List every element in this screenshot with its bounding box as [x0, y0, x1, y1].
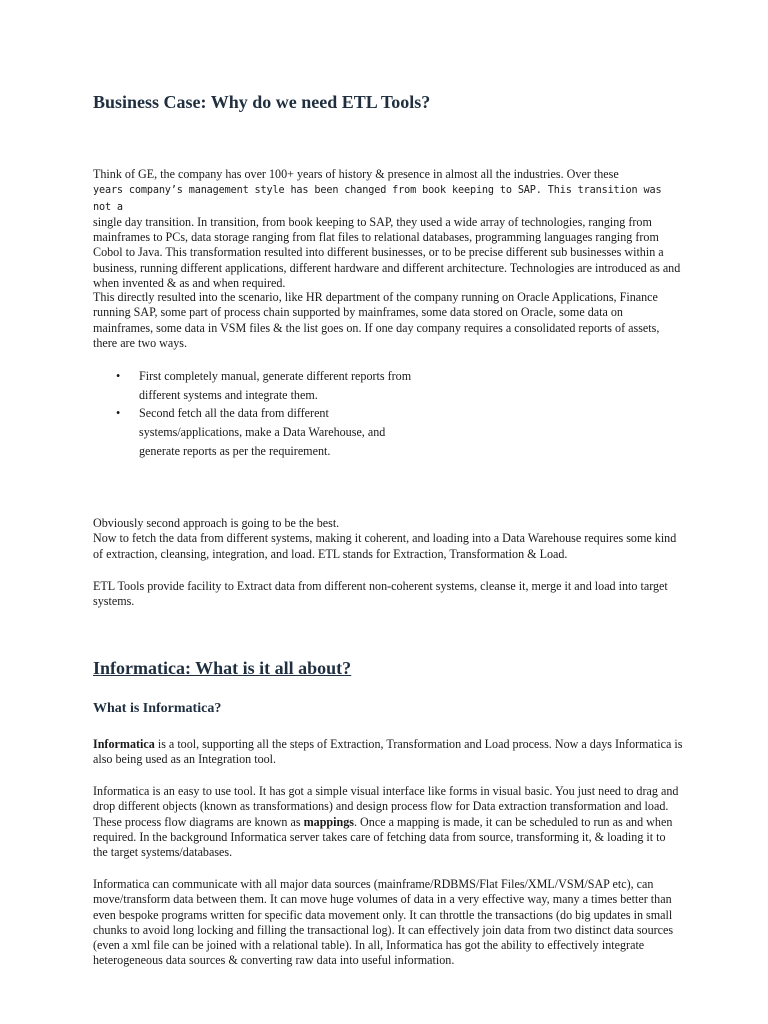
paragraph-informatica-intro-text: is a tool, supporting all the steps of Extraction, Transformation and Load process. Now a days Informatica is also being used as an Integration tool. — [93, 737, 683, 767]
approach-list — [93, 367, 413, 461]
heading-business-case: Business Case: Why do we need ETL Tools? — [93, 92, 431, 112]
paragraph-informatica-intro — [93, 737, 683, 768]
paragraph-informatica-easy-before: Informatica is an easy to use tool. It has got a simple visual interface like forms in visual basic. You just need to drag and drop different objects (known as transformations) and design process flow for Data extraction transformation and load. These process flow diagrams are known as — [93, 784, 679, 829]
paragraph-informatica-communicate: Informatica can communicate with all major data sources (mainframe/RDBMS/Flat Files/XML/VSM/SAP etc), can move/transform data between them. It can move huge volumes of data in a very effective way, many a times better than even bespoke programs written for specific data movement only. It can throttle the transactions (do big updates in small chunks to avoid long locking and filling the transactional log). It can effectively join data from two distinct data sources (even a xml file can be joined with a relational table). In all, Informatica has got the ability to effectively integrate heterogeneous data sources & converting raw data into useful information. — [93, 877, 674, 968]
paragraph-second-approach-line-2: Now to fetch the data from different systems, making it coherent, and loading into a Data Warehouse requires some kind of extraction, cleansing, integration, and load. ETL stands for Extraction, Transformation & Load. — [93, 531, 677, 561]
paragraph-second-approach — [93, 516, 683, 562]
paragraph-informatica-easy — [93, 784, 683, 860]
bold-informatica: Informatica — [93, 737, 155, 751]
paragraph-ge-line-2: years company’s management style has been changed from book keeping to SAP. This transition was not a — [93, 185, 662, 213]
list-item — [93, 404, 413, 460]
subheading-what-is-informatica: What is Informatica? — [93, 701, 222, 716]
bold-mappings: mappings — [303, 814, 354, 829]
paragraph-ge-history — [93, 167, 683, 291]
paragraph-informatica-easy-after: . Once a mapping is made, it can be scheduled to run as and when required. In the background Informatica server takes care of fetching data from source, transforming it, & loading it to the target systems/databases. — [93, 814, 673, 860]
paragraph-etl-tools: ETL Tools provide facility to Extract data from different non-coherent systems, cleanse it, merge it and load into target systems. — [93, 579, 668, 609]
bullet-icon: • — [116, 369, 121, 383]
list-item — [93, 367, 413, 404]
bullet-icon: • — [116, 406, 121, 421]
paragraph-ge-rest: single day transition. In transition, from book keeping to SAP, they used a wide array of technologies, ranging from mainframes to PCs, data storage ranging from flat files to relational databases, programming languages ranging from Cobol to Java. This transformation resulted into different businesses, or to be precise different sub businesses within a business, running different applications, different hardware and different architecture. Technologies are introduced as and when invented & as and when required. — [93, 214, 681, 291]
list-item-text: First completely manual, generate different reports from different systems and integrate them. — [139, 369, 412, 402]
paragraph-ge-line-1: Think of GE, the company has over 100+ years of history & presence in almost all the industries. Over these — [93, 167, 619, 181]
paragraph-second-approach-line-1: Obviously second approach is going to be the best. — [93, 516, 340, 530]
list-item-text: Second fetch all the data from different systems/applications, make a Data Warehouse, and generate reports as per the requirement. — [139, 406, 386, 458]
paragraph-scenario: This directly resulted into the scenario, like HR department of the company running on Oracle Applications, Finance running SAP, some part of process chain supported by mainframes, some data stored on Oracle, some data on mainframes, some data in VSM files & the list goes on. If one day company requires a consolidated reports of assets, there are two ways. — [93, 290, 660, 350]
heading-informatica: Informatica: What is it all about? — [93, 658, 352, 678]
